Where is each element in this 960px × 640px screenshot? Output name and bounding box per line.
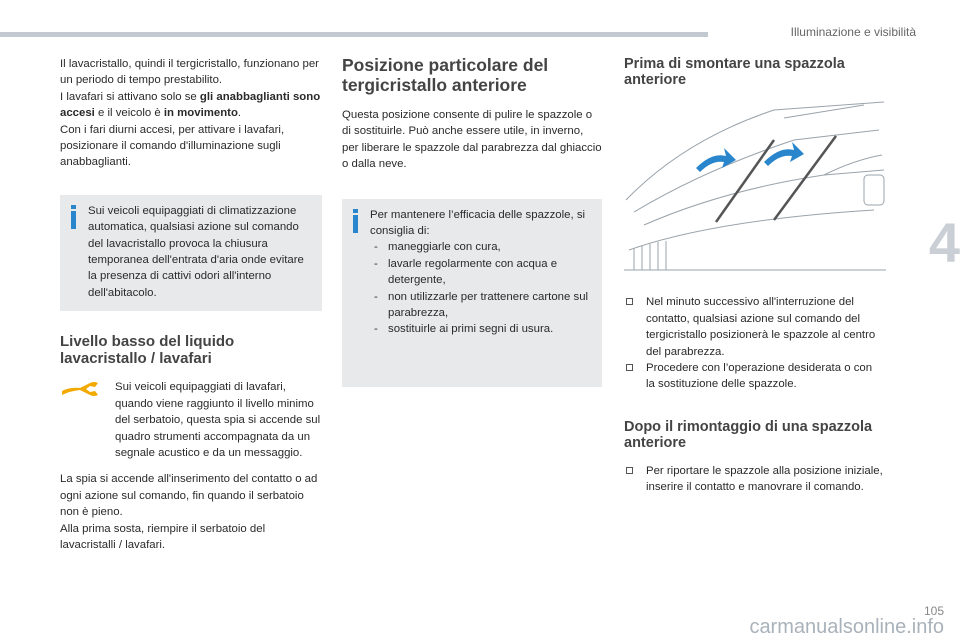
checkbox-bullet-icon bbox=[626, 298, 633, 305]
list-item: - non utilizzarle per trattenere cartone sul parabrezza, bbox=[370, 289, 592, 322]
info-box-brushes bbox=[342, 199, 602, 387]
column-middle bbox=[342, 56, 602, 387]
checkbox-bullet-icon bbox=[626, 364, 633, 371]
info-brushes-intro: Per mantenere l’efficacia delle spazzole, si consiglia di: bbox=[370, 208, 586, 238]
intro-line-2c: e il veicolo è bbox=[94, 107, 164, 120]
wiper-illustration bbox=[624, 100, 886, 275]
outro-paragraph bbox=[60, 471, 322, 553]
special-position-body: Questa posizione consente di pulire le spazzole o di sostituirle. Può anche essere utile, in inverno, per liberare le spazzole dal parabrezza dal ghiaccio o dalla neve. bbox=[342, 109, 602, 171]
intro-line-2b: gli anabbaglianti sono accesi bbox=[60, 90, 321, 120]
section-title: Illuminazione e visibilità bbox=[790, 25, 916, 39]
outro-line-1: La spia si accende all'inserimento del contatto o ad ogni azione sul comando, fin quando il serbatoio non è pieno. bbox=[60, 473, 318, 519]
brush-care-list bbox=[370, 239, 592, 337]
list-item: - lavarle regolarmente con acqua e detergente, bbox=[370, 256, 592, 289]
intro-line-2a: I lavafari si attivano solo se bbox=[60, 90, 200, 103]
list-item: - sostituirle ai primi segni di usura. bbox=[370, 321, 592, 337]
page-number: 105 bbox=[923, 604, 944, 618]
intro-line-2e: . bbox=[237, 107, 242, 120]
list-item: Per riportare le spazzole alla posizione iniziale, inserire il contatto e manovrare il comando. bbox=[624, 463, 884, 496]
header-bar bbox=[0, 32, 708, 37]
steps-after-list bbox=[624, 463, 884, 496]
intro-line-1: Il lavacristallo, quindi il tergicristallo, funzionano per un periodo di tempo prestabilito. bbox=[60, 58, 319, 87]
list-item: Procedere con l’operazione desiderata o con la sostituzione delle spazzole. bbox=[624, 360, 884, 393]
list-item: - maneggiarle con cura, bbox=[370, 239, 592, 255]
heading-after-refitting: Dopo il rimontaggio di una spazzola anteriore bbox=[624, 418, 873, 451]
info-icon bbox=[68, 205, 77, 229]
heading-special-position: Posizione particolare del tergicristallo anteriore bbox=[342, 55, 549, 95]
intro-line-2d: in movimento bbox=[163, 107, 238, 120]
outro-line-2: Alla prima sosta, riempire il serbatoio del lavacristalli / lavafari. bbox=[60, 522, 266, 551]
intro-paragraph bbox=[60, 56, 322, 171]
checkbox-bullet-icon bbox=[626, 467, 633, 474]
intro-line-3: Con i fari diurni accesi, per attivare i lavafari, posizionare il comando d'illuminazione sugli anabbaglianti. bbox=[60, 123, 285, 169]
warning-text: Sui veicoli equipaggiati di lavafari, quando viene raggiunto il livello minimo del serbatoio, questa spia si accende sul quadro strumenti accompagnata da un segnale acustico e da un messaggio. bbox=[115, 381, 321, 459]
column-left bbox=[60, 56, 322, 567]
column-right bbox=[624, 56, 884, 496]
info-text-climate: Sui veicoli equipaggiati di climatizzazione automatica, qualsiasi azione sul comando del lavacristallo provoca la chiusura temporanea dell'entrata d'aria onde evitare la presenza di cattivi odori all'interno dell'abitacolo. bbox=[88, 204, 304, 299]
warning-row bbox=[60, 379, 322, 461]
heading-low-level: Livello basso del liquido lavacristallo / lavafari bbox=[60, 333, 235, 368]
chapter-number: 4 bbox=[928, 211, 960, 274]
list-item: Nel minuto successivo all'interruzione del contatto, qualsiasi azione sul comando del tergicristallo posizionerà le spazzole al centro del parabrezza. bbox=[624, 294, 884, 360]
watermark: carmanualsonline.info bbox=[749, 616, 944, 638]
heading-before-removal: Prima di smontare una spazzola anteriore bbox=[624, 56, 845, 88]
info-box-climate bbox=[60, 195, 322, 311]
washer-fluid-warning-icon bbox=[60, 379, 100, 397]
steps-before-list bbox=[624, 294, 884, 392]
info-icon bbox=[350, 209, 359, 233]
